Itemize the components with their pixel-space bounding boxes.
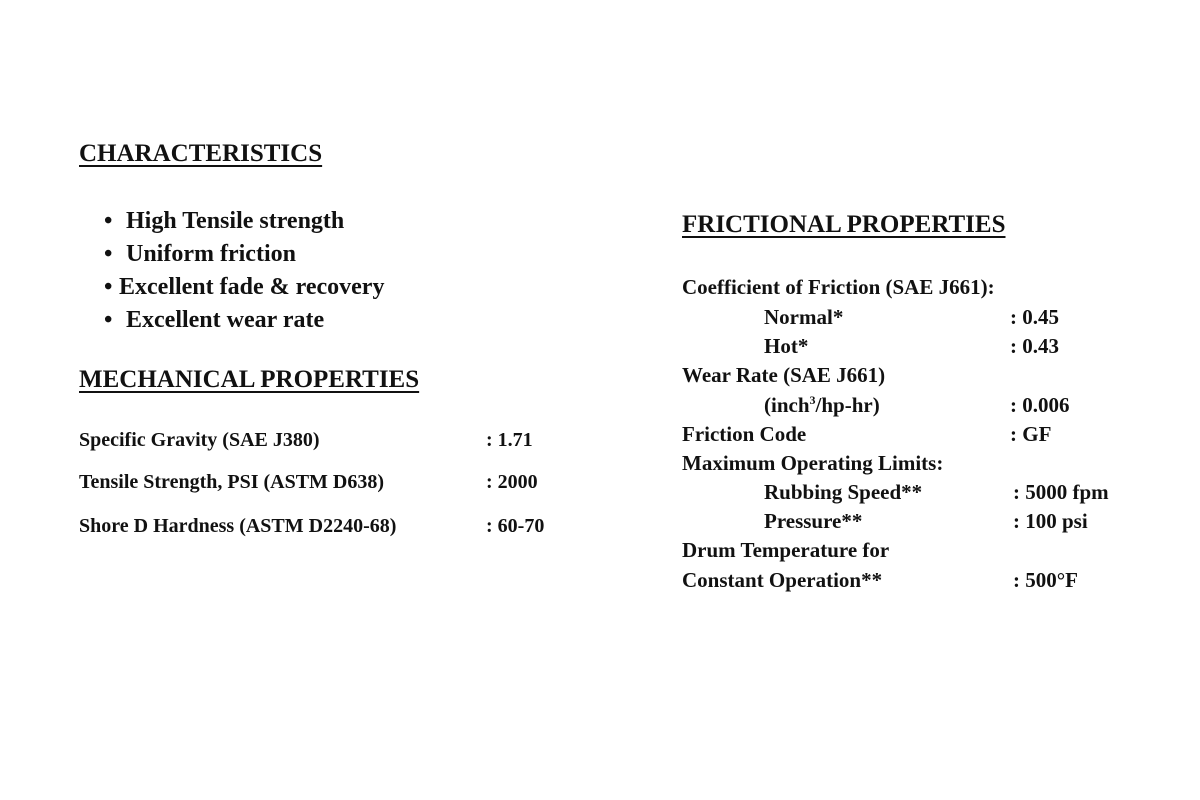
friction-code-value: : GF: [1010, 422, 1052, 446]
list-item: [104, 238, 384, 271]
bullet-icon: •: [104, 307, 113, 333]
normal-label: Normal*: [764, 305, 844, 329]
frictional-heading: FRICTIONAL PROPERTIES: [682, 211, 1006, 238]
mechanical-label: Specific Gravity (SAE J380): [79, 429, 320, 451]
bullet-icon: •: [104, 274, 113, 300]
mechanical-value: : 2000: [486, 471, 538, 493]
cof-label: Coefficient of Friction (SAE J661):: [682, 275, 995, 299]
characteristic-text: High Tensile strength: [126, 208, 345, 234]
wear-unit-suffix: /hp-hr): [815, 393, 880, 417]
wear-rate-label: Wear Rate (SAE J661): [682, 363, 886, 387]
mechanical-value: : 1.71: [486, 429, 533, 451]
pressure-label: Pressure**: [764, 509, 863, 533]
mechanical-value: : 60-70: [486, 515, 545, 537]
constant-operation-label: Constant Operation**: [682, 568, 883, 592]
list-item: [104, 271, 384, 304]
pressure-value: : 100 psi: [1013, 509, 1088, 533]
list-item: [104, 205, 384, 238]
bullet-icon: •: [104, 208, 113, 234]
mechanical-heading: MECHANICAL PROPERTIES: [79, 366, 420, 393]
mechanical-row: [79, 512, 545, 540]
mechanical-label: Shore D Hardness (ASTM D2240-68): [79, 515, 397, 537]
mechanical-label: Tensile Strength, PSI (ASTM D638): [79, 471, 385, 493]
drum-temperature-value: : 500°F: [1013, 568, 1078, 592]
wear-unit-prefix: (inch: [764, 393, 810, 417]
mechanical-row: [79, 468, 538, 496]
hot-label: Hot*: [764, 334, 809, 358]
characteristics-list: [104, 205, 384, 337]
characteristic-text: Excellent wear rate: [126, 307, 325, 333]
characteristic-text: Uniform friction: [126, 241, 296, 267]
characteristics-heading: CHARACTERISTICS: [79, 140, 323, 167]
rubbing-speed-label: Rubbing Speed**: [764, 480, 923, 504]
rubbing-speed-value: : 5000 fpm: [1013, 480, 1109, 504]
list-item: [104, 304, 384, 337]
wear-unit-exponent: 3: [809, 393, 816, 407]
hot-value: : 0.43: [1010, 334, 1059, 358]
characteristic-text: Excellent fade & recovery: [119, 274, 385, 300]
max-limits-label: Maximum Operating Limits:: [682, 451, 944, 475]
wear-rate-value: : 0.006: [1010, 393, 1070, 417]
wear-unit-label: [764, 391, 880, 420]
mechanical-row: [79, 426, 533, 454]
normal-value: : 0.45: [1010, 305, 1059, 329]
bullet-icon: •: [104, 241, 113, 267]
drum-temperature-label: Drum Temperature for: [682, 538, 890, 562]
friction-code-label: Friction Code: [682, 422, 807, 446]
